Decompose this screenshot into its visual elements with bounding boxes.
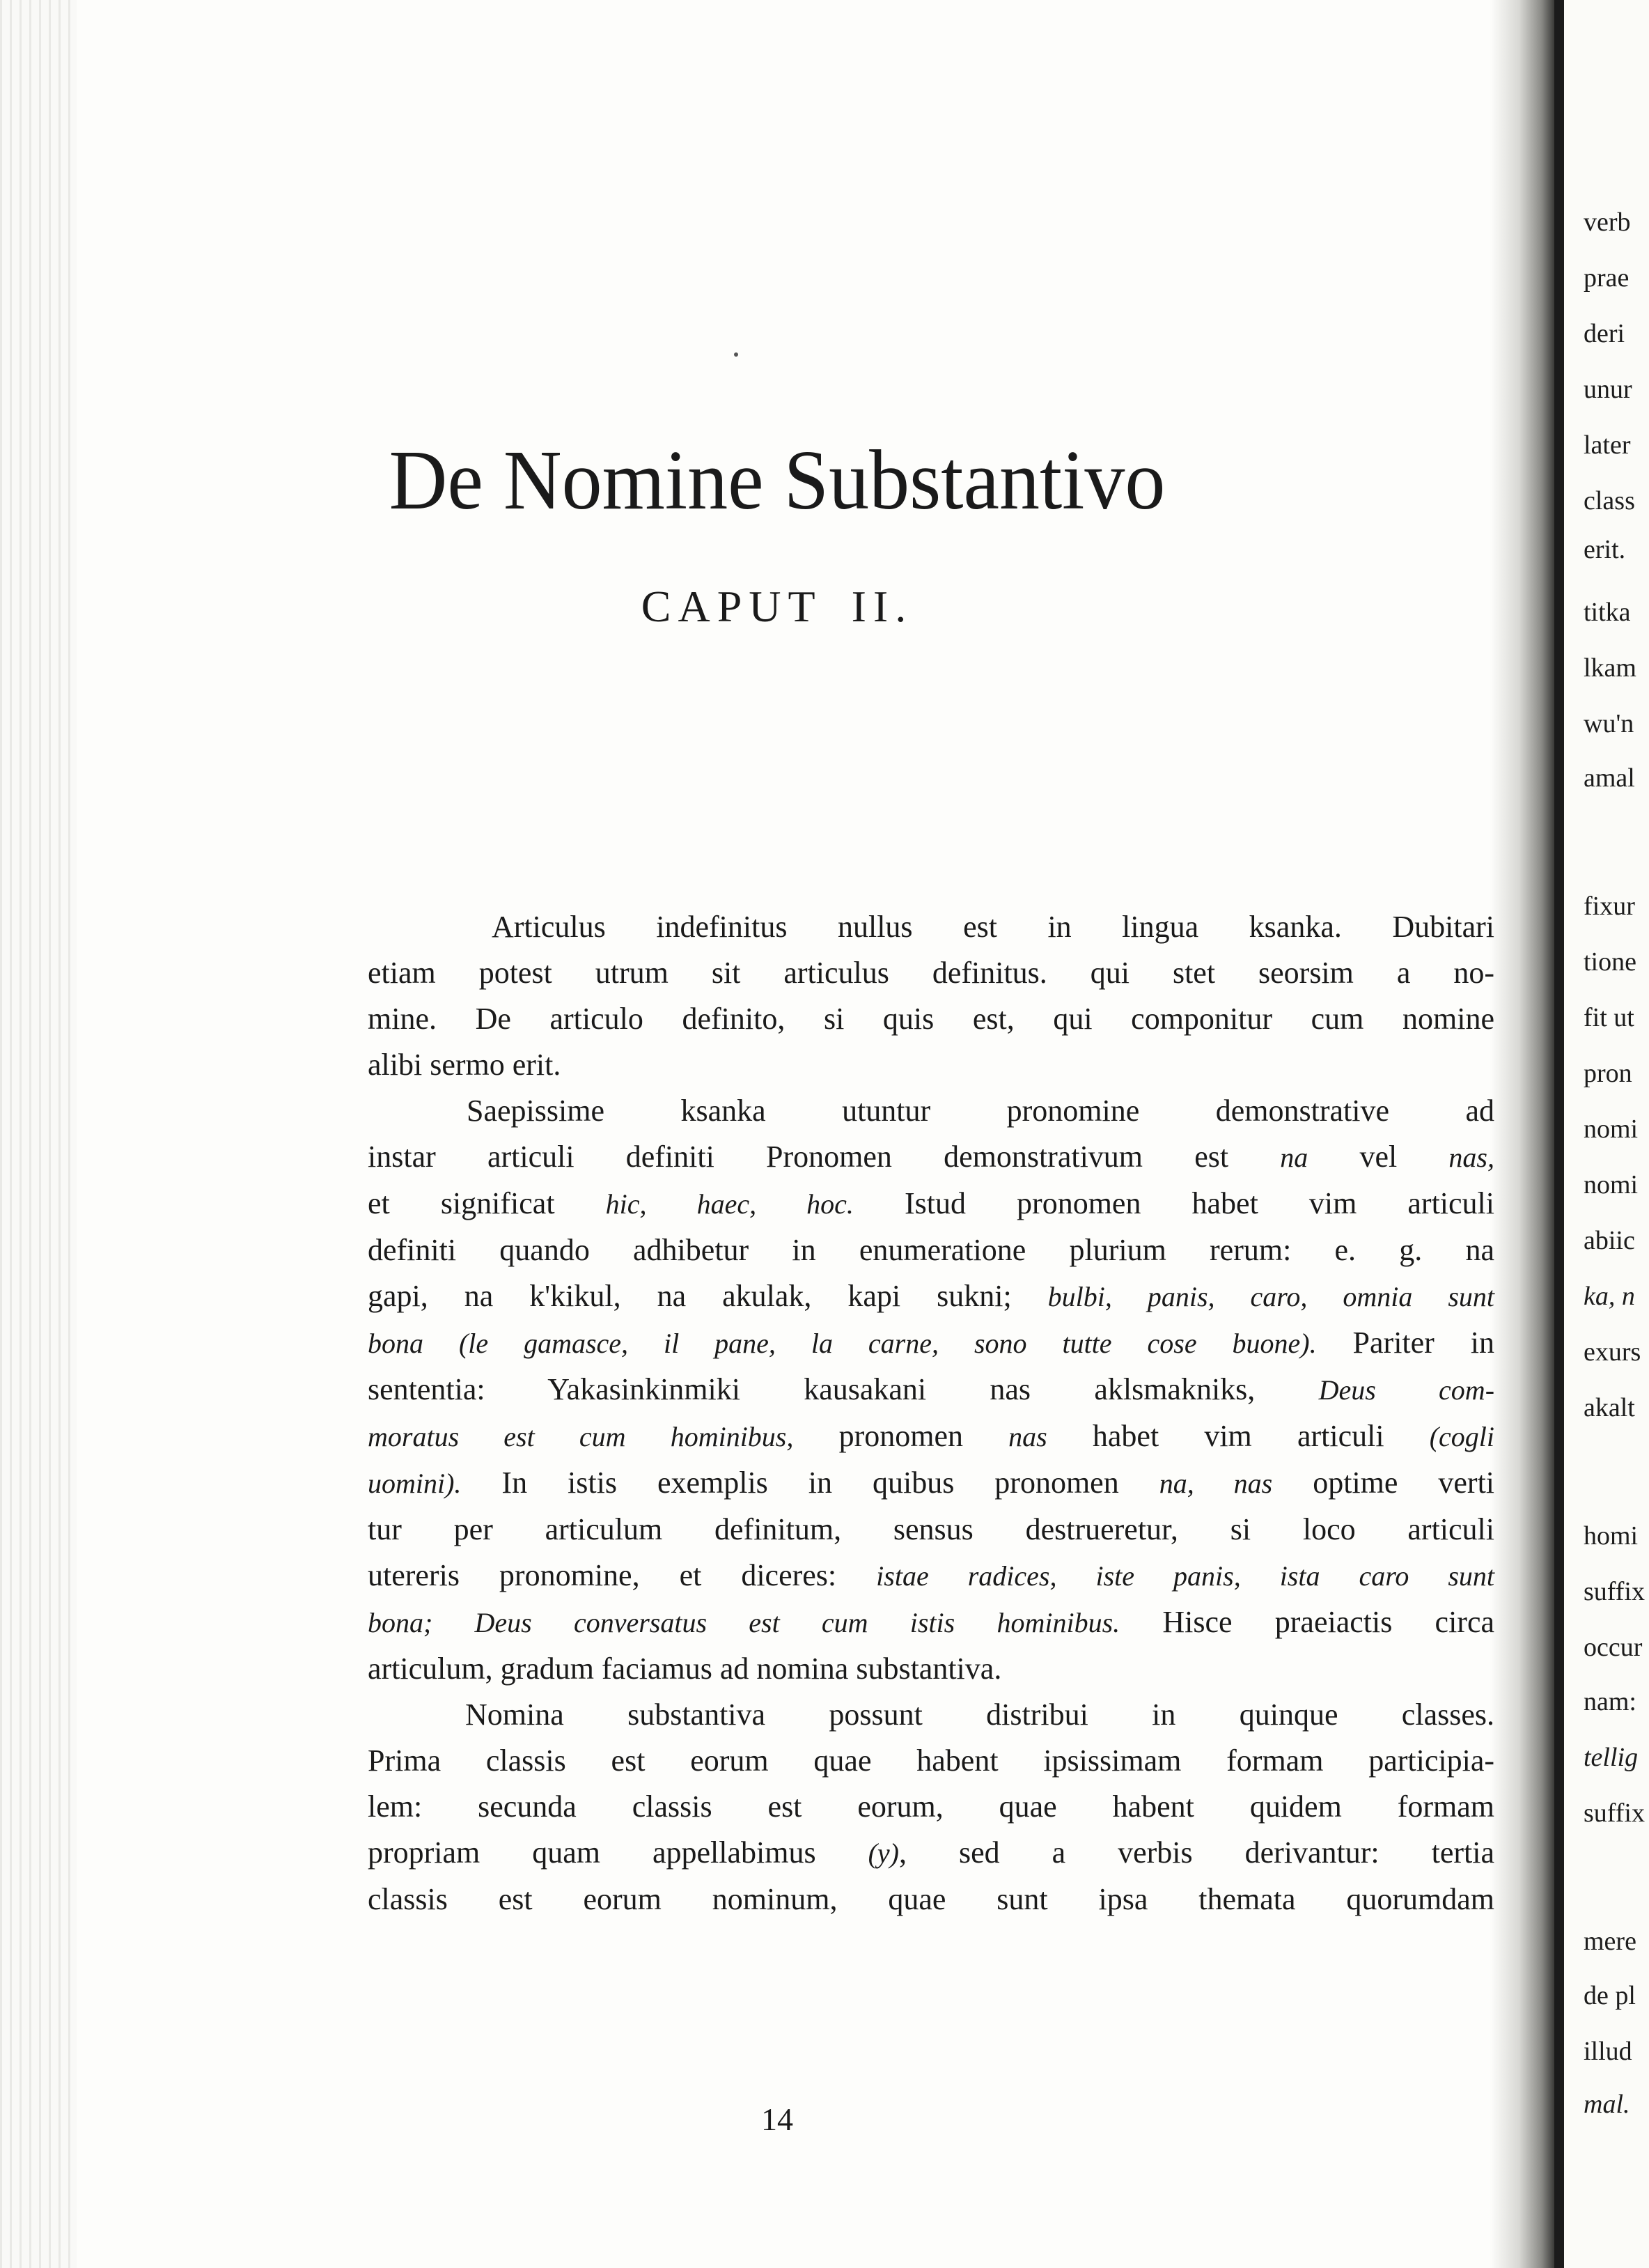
text-line: Nomina substantiva possunt distribui in quinque classes. xyxy=(465,1698,1494,1732)
right-page-fragment: fixur xyxy=(1584,892,1635,921)
right-page-fragment: ka, n xyxy=(1584,1282,1635,1311)
right-page-fragment: tione xyxy=(1584,947,1636,977)
text-line: gapi, na k'kikul, na akulak, kapi sukni; bulbi, panis, caro, omnia sunt xyxy=(368,1279,1494,1313)
right-page-fragment: mere xyxy=(1584,1927,1636,1956)
right-page-fragment: later xyxy=(1584,430,1631,460)
right-page-fragment: occur xyxy=(1584,1633,1643,1662)
right-page-fragment: mal. xyxy=(1584,2090,1630,2119)
text-line: sententia: Yakasinkinmiki kausakani nas aklsmakniks, Deus com- xyxy=(368,1372,1495,1406)
right-page-fragment: lkam xyxy=(1584,653,1636,683)
right-page-fragment: tellig xyxy=(1584,1743,1639,1772)
body-text xyxy=(368,904,1494,1923)
right-page-fragment: prae xyxy=(1584,263,1630,293)
right-page-fragment: deri xyxy=(1584,319,1625,348)
right-page-fragment: class xyxy=(1584,486,1635,515)
right-page-fragment: exurs xyxy=(1584,1337,1641,1367)
right-page-fragment: pron xyxy=(1584,1059,1632,1088)
gutter-shadow xyxy=(1490,0,1554,2268)
text-line: utereris pronomine, et diceres: istae radices, iste panis, ista caro sunt xyxy=(368,1558,1495,1592)
text-line: tur per articulum definitum, sensus destrueretur, si loco articuli xyxy=(368,1512,1494,1546)
right-page-fragment: wu'n xyxy=(1584,709,1634,738)
text-line: bona; Deus conversatus est cum istis hominibus. Hisce praeiactis circa xyxy=(368,1605,1495,1639)
right-page-fragment: illud xyxy=(1584,2037,1632,2066)
right-page-fragment: de pl xyxy=(1584,1981,1636,2010)
chapter-heading xyxy=(0,581,1554,632)
text-line: propriam quam appellabimus (y), sed a verbis derivantur: tertia xyxy=(368,1835,1495,1870)
right-page-fragment: amal xyxy=(1584,763,1635,793)
text-line: etiam potest utrum sit articulus definitus. qui stet seorsim a no- xyxy=(368,956,1494,990)
text-line: Articulus indefinitus nullus est in lingua ksanka. Dubitari xyxy=(492,910,1494,944)
right-page-fragment: nomi xyxy=(1584,1170,1639,1199)
text-line: mine. De articulo definito, si quis est, qui componitur cum nomine xyxy=(368,1002,1494,1036)
right-page-fragment: abiic xyxy=(1584,1226,1635,1255)
text-line: classis est eorum nominum, quae sunt ipsa themata quorumdam xyxy=(368,1882,1494,1916)
text-line: Prima classis est eorum quae habent ipsissimam formam participia- xyxy=(368,1743,1494,1778)
right-page-fragment: verb xyxy=(1584,208,1631,237)
text-line: et significat hic, haec, hoc. Istud pronomen habet vim articuli xyxy=(368,1186,1495,1220)
text-line: uomini). In istis exemplis in quibus pronomen na, nas optime verti xyxy=(368,1466,1495,1500)
text-line: lem: secunda classis est eorum, quae habent quidem formam xyxy=(368,1789,1494,1824)
book-spine xyxy=(1554,0,1564,2268)
right-page-fragment: erit. xyxy=(1584,535,1626,564)
chapter-label: CAPUT xyxy=(641,582,822,631)
text-line: articulum, gradum faciamus ad nomina substantiva. xyxy=(368,1652,1002,1686)
right-page-fragment: suffix xyxy=(1584,1799,1645,1828)
right-page-fragment: titka xyxy=(1584,598,1631,627)
text-line: definiti quando adhibetur in enumeratione plurium rerum: e. g. na xyxy=(368,1233,1494,1267)
right-page-edge xyxy=(1564,0,1649,2268)
right-page-fragment: nomi xyxy=(1584,1114,1639,1144)
page-number: 14 xyxy=(761,2102,793,2137)
page-edges xyxy=(0,0,77,2268)
text-line: moratus est cum hominibus, pronomen nas habet vim articuli (cogli xyxy=(368,1419,1495,1453)
chapter-number: II. xyxy=(851,582,914,631)
right-page-fragment: nam: xyxy=(1584,1687,1636,1716)
right-page-fragment: unur xyxy=(1584,375,1632,404)
right-page-fragment: homi xyxy=(1584,1521,1639,1551)
text-line: Saepissime ksanka utuntur pronomine demonstrative ad xyxy=(467,1094,1494,1128)
chapter-title: De Nomine Substantivo xyxy=(389,433,1166,528)
text-line: bona (le gamasce, il pane, la carne, sono tutte cose buone). Pariter in xyxy=(368,1326,1495,1360)
text-line: alibi sermo erit. xyxy=(368,1048,561,1082)
speck xyxy=(734,352,738,357)
right-page-fragment: akalt xyxy=(1584,1393,1635,1422)
text-line: instar articuli definiti Pronomen demonstrativum est na vel nas, xyxy=(368,1140,1494,1174)
right-page-fragment: fit ut xyxy=(1584,1003,1634,1032)
right-page-fragment: suffix xyxy=(1584,1577,1645,1606)
